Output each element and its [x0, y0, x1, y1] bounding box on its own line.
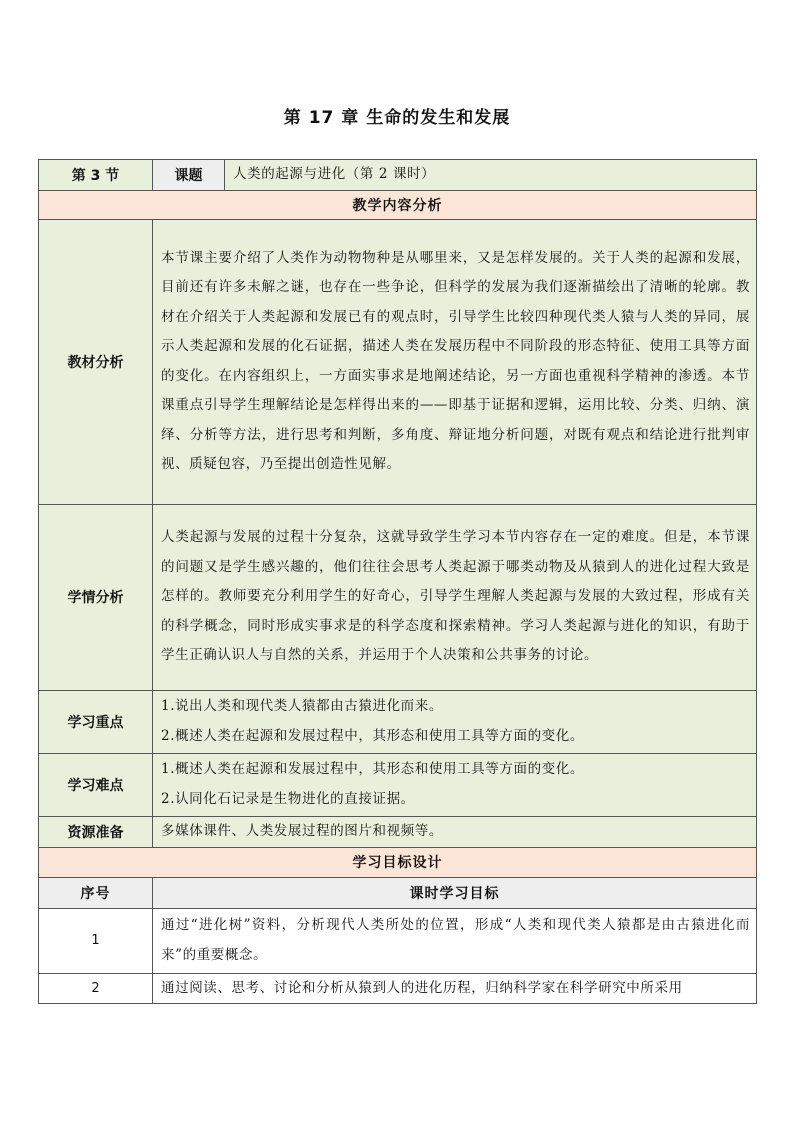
difficulty-item: 1.概述人类在起源和发展过程中，其形态和使用工具等方面的变化。 — [161, 761, 584, 777]
objective-text: 通过阅读、思考、讨论和分析从猿到人的进化历程，归纳科学家在科学研究中所采用 — [153, 973, 757, 1004]
difficulties-row — [39, 753, 757, 816]
learning-analysis-label: 学情分析 — [39, 504, 153, 690]
resources-label: 资源准备 — [39, 816, 153, 847]
table-row — [39, 973, 757, 1004]
difficulties-list — [153, 753, 757, 816]
resources-row — [39, 816, 757, 847]
objective-text: 通过“进化树”资料，分析现代人类所处的位置，形成“人类和现代类人猿都是由古猿进化而来”的重要概念。 — [153, 908, 757, 973]
table-row — [39, 908, 757, 973]
content-analysis-header: 教学内容分析 — [39, 190, 757, 219]
objectives-col-goal: 课时学习目标 — [153, 877, 757, 908]
objectives-column-headers — [39, 877, 757, 908]
section-label: 第 3 节 — [39, 160, 153, 191]
objectives-col-index: 序号 — [39, 877, 153, 908]
textbook-analysis-text: 本节课主要介绍了人类作为动物物种是从哪里来，又是怎样发展的。关于人类的起源和发展，目前还有许多未解之谜，也存在一些争论，但科学的发展为我们逐渐描绘出了清晰的轮廓。教材在介绍关于人类起源和发展已有的观点时，引导学生比较四种现代类人猿与人类的异同，展示人类起源和发展的化石证据，描述人类在发展历程中不同阶段的形态特征、使用工具等方面的变化。在内容组织上，一方面实事求是地阐述结论，另一方面也重视科学精神的渗透。本节课重点引导学生理解结论是怎样得出来的——即基于证据和逻辑，运用比较、分类、归纳、演绎、分析等方法，进行思考和判断，多角度、辩证地分析问题，对既有观点和结论进行批判审视、质疑包容，乃至提出创造性见解。 — [153, 219, 757, 504]
key-point-item: 1.说出人类和现代类人猿都由古猿进化而来。 — [161, 698, 443, 714]
key-points-list — [153, 690, 757, 753]
textbook-analysis-row — [39, 219, 757, 504]
objectives-header: 学习目标设计 — [39, 847, 757, 877]
topic-value: 人类的起源与进化（第 2 课时） — [225, 160, 757, 191]
difficulty-item: 2.认同化石记录是生物进化的直接证据。 — [161, 790, 415, 807]
difficulties-label: 学习难点 — [39, 753, 153, 816]
resources-text: 多媒体课件、人类发展过程的图片和视频等。 — [153, 816, 757, 847]
learning-analysis-row — [39, 504, 757, 690]
key-points-row — [39, 690, 757, 753]
topic-label: 课题 — [153, 160, 225, 191]
section-row — [39, 160, 757, 191]
learning-analysis-text: 人类起源与发展的过程十分复杂，这就导致学生学习本节内容存在一定的难度。但是，本节课的问题又是学生感兴趣的，他们往往会思考人类起源于哪类动物及从猿到人的进化过程大致是怎样的。教师要充分利用学生的好奇心，引导学生理解人类起源与发展的大致过程，形成有关的科学概念，同时形成实事求是的科学态度和探索精神。学习人类起源与进化的知识，有助于学生正确认识人与自然的关系，并运用于个人决策和公共事务的讨论。 — [153, 504, 757, 690]
key-points-label: 学习重点 — [39, 690, 153, 753]
objective-index: 2 — [39, 973, 153, 1004]
lesson-plan-table — [38, 159, 757, 1004]
chapter-title: 第 17 章 生命的发生和发展 — [283, 108, 511, 128]
objective-index: 1 — [39, 908, 153, 973]
key-point-item: 2.概述人类在起源和发展过程中，其形态和使用工具等方面的变化。 — [161, 727, 584, 744]
textbook-analysis-label: 教材分析 — [39, 219, 153, 504]
